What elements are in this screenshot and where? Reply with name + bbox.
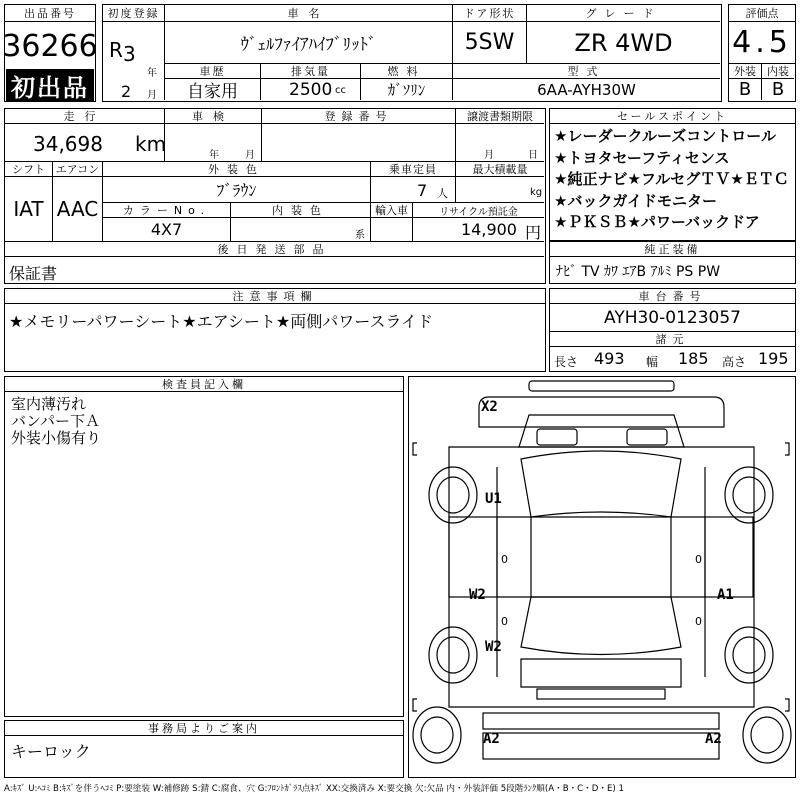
fuel-value: ｶﾞｿﾘﾝ xyxy=(361,79,453,100)
equipment-label: 純正装備 xyxy=(550,242,795,257)
door-value: 5SW xyxy=(453,22,527,64)
office-label: 事務局よりご案内 xyxy=(5,721,403,736)
damage-mark-w2-left-lower: W2 xyxy=(485,639,502,655)
max-load-unit: kg xyxy=(530,187,543,198)
width-value: 185 xyxy=(678,349,709,368)
car-name-value: ｳﾞｪﾙﾌｧｲｱﾊｲﾌﾞﾘｯﾄﾞ xyxy=(165,22,453,64)
import-label: 輸入車 xyxy=(371,203,413,218)
details-grid xyxy=(4,108,546,284)
registration-year-unit: 年 xyxy=(147,68,157,79)
zero-mark: 0 xyxy=(695,615,702,628)
dimensions-label: 諸元 xyxy=(550,332,795,347)
sales-point-item: ★純正ナビ★フルセグＴＶ★ＥＴＣ xyxy=(554,170,789,188)
capacity-unit: 人 xyxy=(437,187,448,200)
score-value: 4.5 xyxy=(729,22,795,64)
zero-mark: 0 xyxy=(501,615,508,628)
transfer-cell xyxy=(456,124,544,162)
recycle-label: リサイクル預託金 xyxy=(413,203,544,218)
later-parts-value: 保証書 xyxy=(9,264,58,283)
car-name-label: 車名 xyxy=(165,5,453,22)
lot-number: 36266 xyxy=(2,28,98,64)
aircon-label: エアコン xyxy=(53,162,103,177)
chassis-value: AYH30-0123057 xyxy=(550,304,795,332)
damage-mark-a1-right: A1 xyxy=(717,587,734,603)
zero-mark: 0 xyxy=(501,553,508,566)
shift-value: IAT xyxy=(5,177,53,242)
first-listing-badge: 初出品 xyxy=(6,69,94,101)
notes-label: 注意事項欄 xyxy=(5,289,545,304)
inspector-line: 室内薄汚れ xyxy=(11,395,87,413)
recycle-value: 14,900 xyxy=(461,220,517,239)
inspector-line: 外装小傷有り xyxy=(11,429,102,447)
notes-value: ★メモリーパワーシート★エアシート★両側パワースライド xyxy=(9,312,433,331)
inspector-line: バンパー下Ａ xyxy=(11,412,100,430)
grade-label: グレード xyxy=(527,5,720,22)
vehicle-info-grid xyxy=(102,4,722,102)
max-load-cell xyxy=(456,177,544,203)
inspection-month-unit: 月 xyxy=(245,150,255,161)
damage-mark-a2-right: A2 xyxy=(705,731,722,747)
int-color-label: 内装色 xyxy=(231,203,371,218)
registration-era: R xyxy=(109,38,123,62)
capacity-cell xyxy=(371,177,456,203)
reg-number-label: 登録番号 xyxy=(262,109,456,124)
length-label: 長さ xyxy=(554,355,579,369)
length-value: 493 xyxy=(594,349,625,368)
height-value: 195 xyxy=(758,349,789,368)
displacement-cell xyxy=(261,79,361,100)
mileage-unit: km xyxy=(135,132,167,156)
sales-point-item: ★トヨタセーフティセンス xyxy=(554,148,730,167)
int-color-unit: 系 xyxy=(355,230,365,241)
office-value: キーロック xyxy=(11,742,91,761)
capacity-label: 乗車定員 xyxy=(371,162,456,177)
inspector-box xyxy=(4,376,404,717)
model-label: 型式 xyxy=(453,64,720,79)
displacement-unit: cc xyxy=(335,85,346,96)
displacement-label: 排気量 xyxy=(261,64,361,79)
interior-score-label: 内装 xyxy=(762,64,794,79)
equipment-value: ﾅﾋﾞ TV ｶﾜ ｴｱB ｱﾙﾐ PS PW xyxy=(556,264,721,280)
mileage-cell xyxy=(5,124,165,162)
model-value: 6AA-AYH30W xyxy=(537,80,636,99)
sales-points-list xyxy=(550,126,789,234)
lot-number-label: 出品番号 xyxy=(5,5,95,22)
inspector-label: 検査員記入欄 xyxy=(5,377,403,392)
zero-mark: 0 xyxy=(695,553,702,566)
aircon-value: AAC xyxy=(53,177,103,242)
damage-mark-x2: X2 xyxy=(481,399,498,415)
reg-number-cell xyxy=(262,124,456,162)
chassis-box xyxy=(549,288,796,372)
equipment-box xyxy=(549,241,796,284)
recycle-unit: 円 xyxy=(525,223,542,242)
exterior-score-label: 外装 xyxy=(729,64,762,79)
transfer-day-unit: 日 xyxy=(528,150,538,161)
inspector-lines xyxy=(11,396,101,447)
sales-points-box xyxy=(549,108,796,241)
ext-color-label: 外装色 xyxy=(103,162,371,177)
registration-month: 2 xyxy=(121,82,132,101)
damage-mark-w2-left: W2 xyxy=(469,587,486,603)
width-label: 幅 xyxy=(646,355,659,369)
car-outline-diagram xyxy=(409,377,794,776)
grade-value: ZR 4WD xyxy=(527,22,720,64)
later-parts-label: 後日発送部品 xyxy=(5,242,544,257)
score-block xyxy=(728,4,796,102)
inspection-cell xyxy=(165,124,262,162)
sales-points-label: セールスポイント xyxy=(550,109,795,124)
fuel-label: 燃料 xyxy=(361,64,453,79)
transfer-label: 譲渡書類期限 xyxy=(456,109,544,124)
damage-mark-a2-left: A2 xyxy=(483,731,500,747)
office-box xyxy=(4,720,404,778)
notes-box xyxy=(4,288,546,372)
sales-point-item: ★バックガイドモニター xyxy=(554,191,717,210)
transfer-month-unit: 月 xyxy=(484,150,494,161)
exterior-score-value: B xyxy=(729,79,762,100)
import-cell xyxy=(371,218,413,242)
legend-text: A:ｷｽﾞ U:ﾍｺﾐ B:ｷｽﾞを伴うﾍｺﾐ P:要塗装 W:補修跡 S:錆 C:腐食、穴 G:ﾌﾛﾝﾄｶﾞﾗｽ点ｷｽﾞ XX:交換済み X:要交換 欠:欠品 内・外装評価 5段階ﾗﾝｸ順(A・B・C・D・E) 1 xyxy=(4,784,624,794)
inspection-year-unit: 年 xyxy=(209,150,219,161)
registration-label: 初度登録 xyxy=(103,5,165,22)
damage-mark-u1: U1 xyxy=(485,491,502,507)
door-label: ドア形状 xyxy=(453,5,527,22)
history-value: 自家用 xyxy=(165,79,261,100)
displacement-value: 2500 xyxy=(289,80,333,100)
int-color-cell xyxy=(231,218,371,242)
color-no-value: 4X7 xyxy=(103,218,231,242)
recycle-cell xyxy=(413,218,544,242)
score-label: 評価点 xyxy=(729,5,795,22)
history-label: 車歴 xyxy=(165,64,261,79)
color-no-label: カラーNo. xyxy=(103,203,231,218)
interior-score-value: B xyxy=(771,79,785,100)
height-label: 高さ xyxy=(722,355,747,369)
sales-point-item: ★ＰＫＳＢ★パワーバックドア xyxy=(554,213,760,231)
capacity-value: 7 xyxy=(417,181,428,200)
max-load-label: 最大積載量 xyxy=(456,162,544,177)
damage-diagram xyxy=(408,376,796,778)
inspection-label: 車検 xyxy=(165,109,262,124)
ext-color-value: ﾌﾞﾗｳﾝ xyxy=(103,177,371,203)
registration-month-unit: 月 xyxy=(147,90,157,101)
lot-block xyxy=(4,4,96,102)
registration-year: 3 xyxy=(123,42,136,66)
shift-label: シフト xyxy=(5,162,53,177)
dimensions-row xyxy=(550,347,795,371)
mileage-value: 34,698 xyxy=(33,132,103,156)
registration-cell xyxy=(103,22,165,100)
sales-point-item: ★レーダークルーズコントロール xyxy=(554,127,776,145)
chassis-label: 車台番号 xyxy=(550,289,795,304)
mileage-label: 走行 xyxy=(5,109,165,124)
